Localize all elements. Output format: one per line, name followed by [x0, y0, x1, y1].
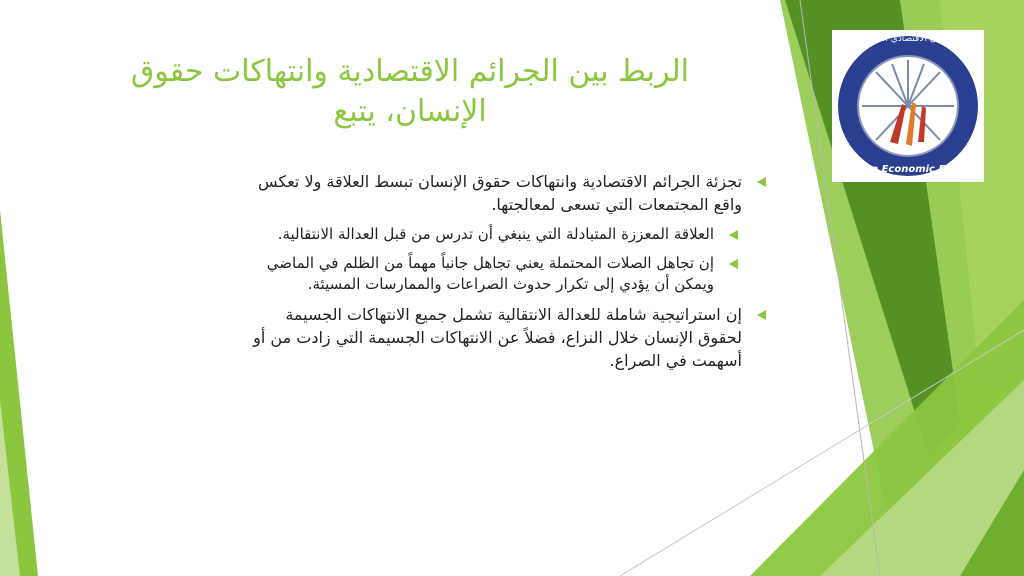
bullet-arrow-icon	[729, 230, 738, 240]
slide-title-line-2: الإنسان، يتبع	[333, 94, 487, 129]
syrian-economic-forum-logo	[832, 30, 984, 182]
bullet-line: تجزئة الجرائم الاقتصادية وانتهاكات حقوق الإنسان تبسط العلاقة ولا تعكس	[257, 172, 742, 191]
slide-title	[60, 52, 760, 132]
bullet-item	[80, 170, 770, 216]
logo-text-english: Syrian Economic Forum	[842, 164, 974, 175]
sub-bullet-item	[80, 224, 770, 245]
bullet-list	[80, 170, 770, 380]
bullet-arrow-icon	[757, 310, 766, 320]
bullet-line: لحقوق الإنسان خلال النزاع، فضلاً عن الانتهاكات الجسيمة التي زادت من أو	[253, 328, 742, 347]
slide-title-line-1: الربط بين الجرائم الاقتصادية وانتهاكات حقوق	[131, 54, 689, 89]
bullet-line: إن استراتيجية شاملة للعدالة الانتقالية تشمل جميع الانتهاكات الجسيمة	[285, 305, 742, 324]
logo-text-arabic: المنتدى الاقتصادي السوري	[858, 34, 958, 44]
bullet-line: واقع المجتمعات التي تسعى لمعالجتها.	[491, 195, 742, 214]
bullet-line: إن تجاهل الصلات المحتملة يعني تجاهل جانباً مهماً من الظلم في الماضي	[266, 254, 714, 272]
bullet-item	[80, 303, 770, 372]
bullet-line: أسهمت في الصراع.	[609, 351, 742, 370]
bullet-line: ويمكن أن يؤدي إلى تكرار حدوث الصراعات والممارسات المسيئة.	[307, 275, 714, 293]
sub-bullet-item	[80, 253, 770, 295]
bullet-arrow-icon	[757, 177, 766, 187]
bullet-arrow-icon	[729, 259, 738, 269]
bullet-line: العلاقة المعززة المتبادلة التي ينبغي أن تدرس من قبل العدالة الانتقالية.	[277, 225, 714, 243]
